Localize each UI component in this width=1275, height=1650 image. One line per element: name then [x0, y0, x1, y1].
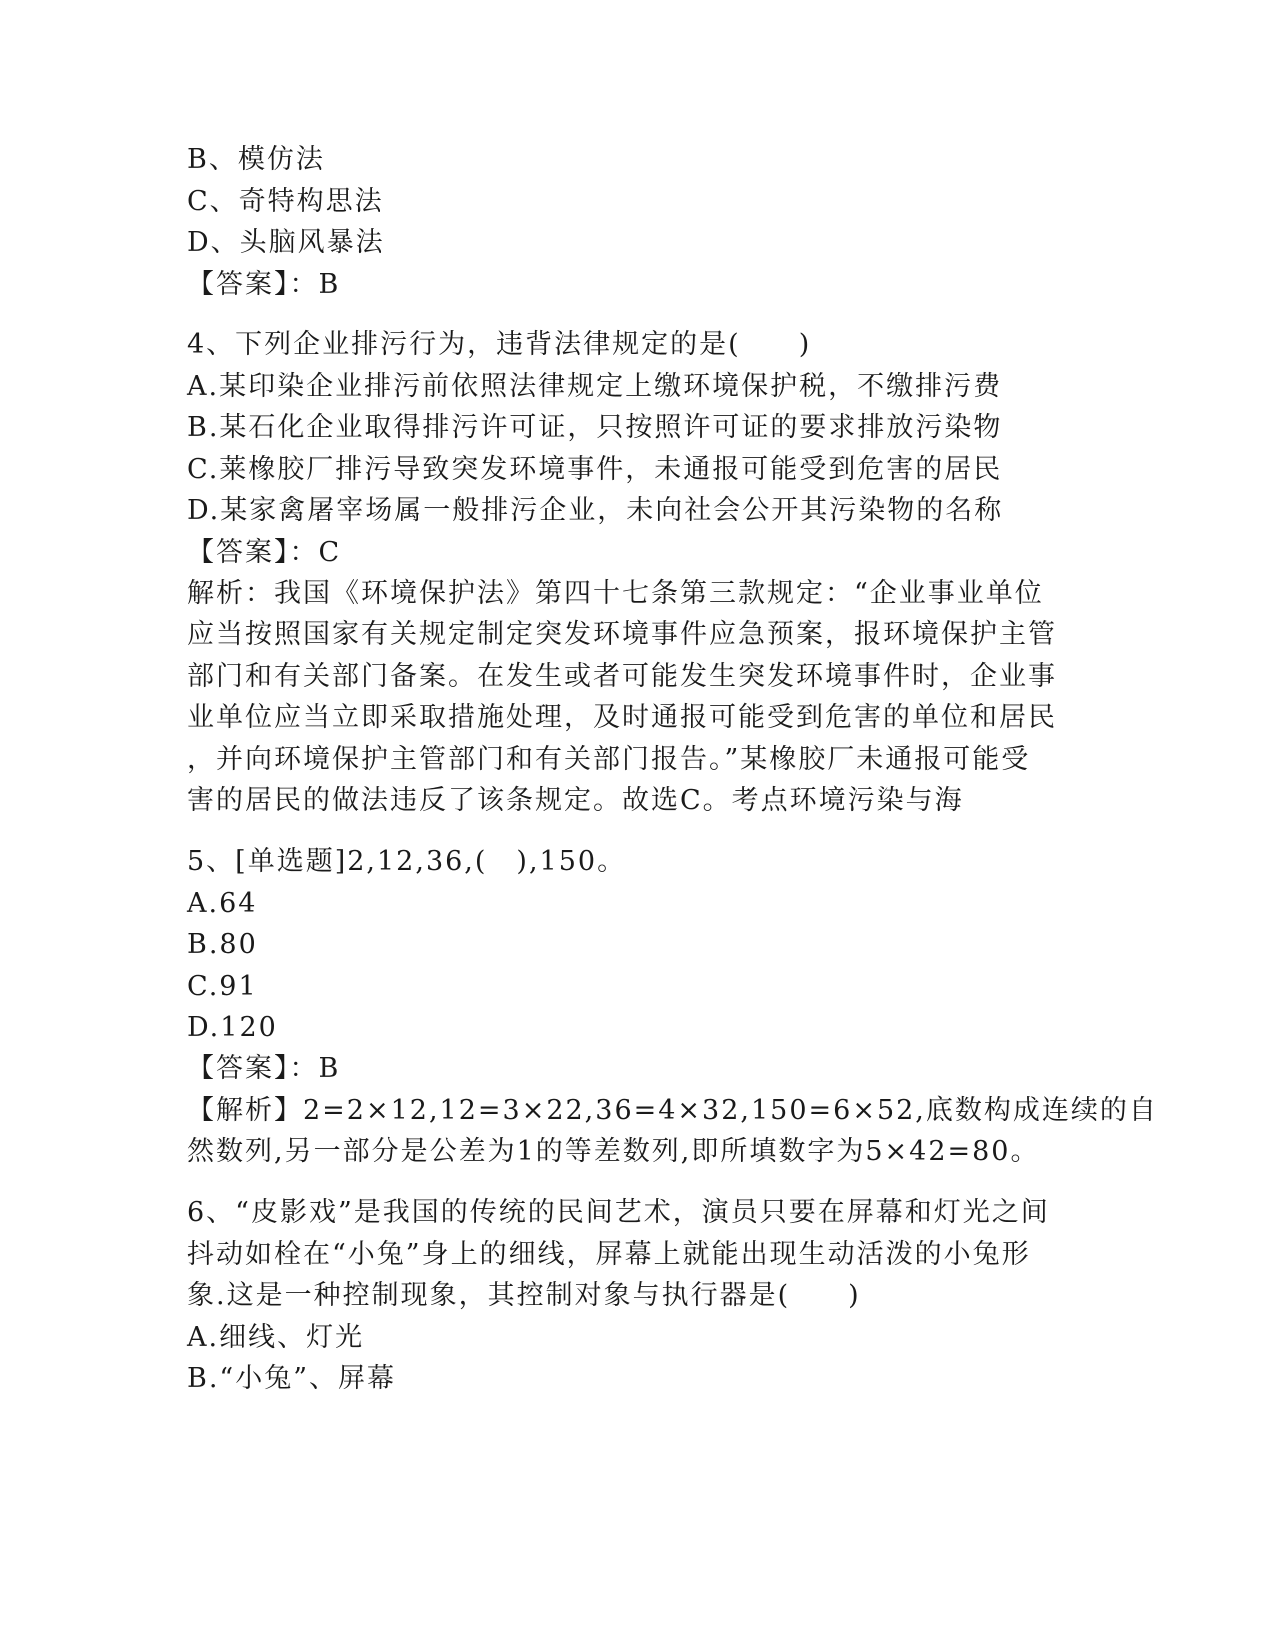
q3-option-d: D、头脑风暴法 — [187, 227, 385, 258]
q6-question-line: 抖动如栓在“小兔”身上的细线，屏幕上就能出现生动活泼的小兔形 — [187, 1239, 1031, 1270]
q4-answer: 【答案】：C — [187, 537, 342, 568]
q5-explanation-line: 【解析】2=2×12,12=3×22,36=4×32,150=6×52,底数构成连续的自 — [187, 1095, 1158, 1126]
q5-option-c: C.91 — [187, 971, 258, 1002]
q5-option-d: D.120 — [187, 1012, 278, 1043]
q5-answer: 【答案】：B — [187, 1053, 341, 1084]
q4-explanation-line: 解析：我国《环境保护法》第四十七条第三款规定：“企业事业单位 — [187, 578, 1044, 609]
q4-explanation-line: ，并向环境保护主管部门和有关部门报告。”某橡胶厂未通报可能受 — [187, 744, 1031, 775]
q6-question-line: 6、“皮影戏”是我国的传统的民间艺术，演员只要在屏幕和灯光之间 — [187, 1197, 1050, 1228]
q5-option-a: A.64 — [187, 888, 258, 919]
q3-option-b: B、模仿法 — [187, 144, 325, 175]
q4-option-b: B.某石化企业取得排污许可证，只按照许可证的要求排放污染物 — [187, 412, 1003, 443]
q6-option-a: A.细线、灯光 — [187, 1322, 365, 1353]
q4-explanation-line: 应当按照国家有关规定制定突发环境事件应急预案，报环境保护主管 — [187, 619, 1057, 650]
q5-option-b: B.80 — [187, 929, 258, 960]
q4-explanation-line: 业单位应当立即采取措施处理，及时通报可能受到危害的单位和居民 — [187, 702, 1057, 733]
q4-option-a: A.某印染企业排污前依照法律规定上缴环境保护税，不缴排污费 — [187, 371, 1003, 402]
q5-explanation-line: 然数列,另一部分是公差为1的等差数列,即所填数字为5×42=80。 — [187, 1136, 1040, 1167]
document-page — [187, 0, 1158, 1650]
q6-question-line: 象.这是一种控制现象，其控制对象与执行器是( ) — [187, 1280, 861, 1311]
q4-explanation-line: 害的居民的做法违反了该条规定。故选C。考点环境污染与海 — [187, 785, 964, 816]
q4-option-d: D.某家禽屠宰场属一般排污企业，未向社会公开其污染物的名称 — [187, 495, 1004, 526]
q5-question: 5、[单选题]2,12,36,( ),150。 — [187, 846, 627, 877]
q3-option-c: C、奇特构思法 — [187, 186, 384, 217]
q4-explanation-line: 部门和有关部门备案。在发生或者可能发生突发环境事件时，企业事 — [187, 661, 1057, 692]
q3-answer: 【答案】：B — [187, 269, 341, 300]
q6-option-b: B.“小兔”、屏幕 — [187, 1363, 397, 1394]
q4-question: 4、下列企业排污行为，违背法律规定的是( ) — [187, 329, 812, 360]
q4-option-c: C.莱橡胶厂排污导致突发环境事件，未通报可能受到危害的居民 — [187, 454, 1003, 485]
